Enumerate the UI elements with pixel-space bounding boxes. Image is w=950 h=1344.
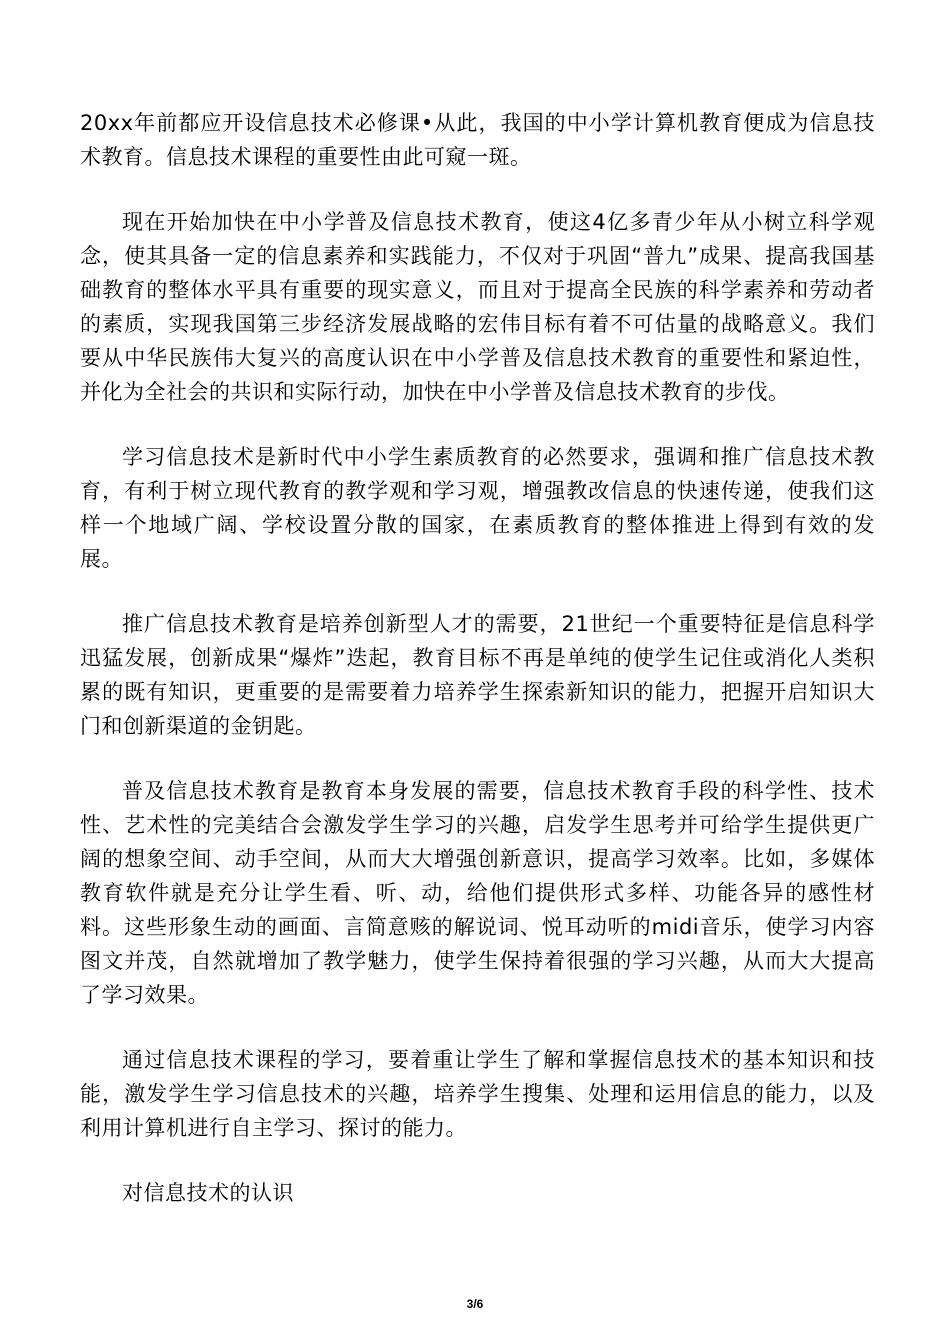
page-number: 3/6 <box>466 1297 484 1311</box>
paragraph-3: 学习信息技术是新时代中小学生素质教育的必然要求，强调和推广信息技术教育，有利于树立现代教育的教学观和学习观，增强教改信息的快速传递，使我们这样一个地域广阔、学校设置分散的国家，在素质教育的整体推进上得到有效的发展。 <box>80 445 875 571</box>
document-body <box>80 106 875 1241</box>
paragraph-5: 普及信息技术教育是教育本身发展的需要，信息技术教育手段的科学性、技术性、艺术性的完美结合会激发学生学习的兴趣，启发学生思考并可给学生提供更广阔的想象空间、动手空间，从而大大增强创新意识，提高学习效率。比如，多媒体教育软件就是充分让学生看、听、动，给他们提供形式多样、功能各异的感性材料。这些形象生动的画面、言简意赅的解说词、悦耳动听的midi音乐，使学习内容图文并茂，自然就增加了教学魅力，使学生保持着很强的学习兴趣，从而大大提高了学习效果。 <box>80 779 875 1007</box>
paragraph-6: 通过信息技术课程的学习，要着重让学生了解和掌握信息技术的基本知识和技能，激发学生学习信息技术的兴趣，培养学生搜集、处理和运用信息的能力，以及利用计算机进行自主学习、探讨的能力。 <box>80 1048 875 1140</box>
paragraph-4: 推广信息技术教育是培养创新型人才的需要，21世纪一个重要特征是信息科学迅猛发展，创新成果“爆炸”迭起，教育目标不再是单纯的使学生记住或消化人类积累的既有知识，更重要的是需要着力培养学生探索新知识的能力，把握开启知识大门和创新渠道的金钥匙。 <box>80 612 875 738</box>
section-heading: 对信息技术的认识 <box>122 1181 294 1205</box>
paragraph-1: 20xx年前都应开设信息技术必修课•从此，我国的中小学计算机教育便成为信息技术教育。信息技术课程的重要性由此可窥一斑。 <box>80 111 875 169</box>
paragraph-2: 现在开始加快在中小学普及信息技术教育，使这4亿多青少年从小树立科学观念，使其具备一定的信息素养和实践能力，不仅对于巩固“普九”成果、提高我国基础教育的整体水平具有重要的现实意义，而且对于提高全民族的科学素养和劳动者的素质，实现我国第三步经济发展战略的宏伟目标有着不可估量的战略意义。我们要从中华民族伟大复兴的高度认识在中小学普及信息技术教育的重要性和紧迫性，并化为全社会的共识和实际行动，加快在中小学普及信息技术教育的步伐。 <box>80 210 875 404</box>
